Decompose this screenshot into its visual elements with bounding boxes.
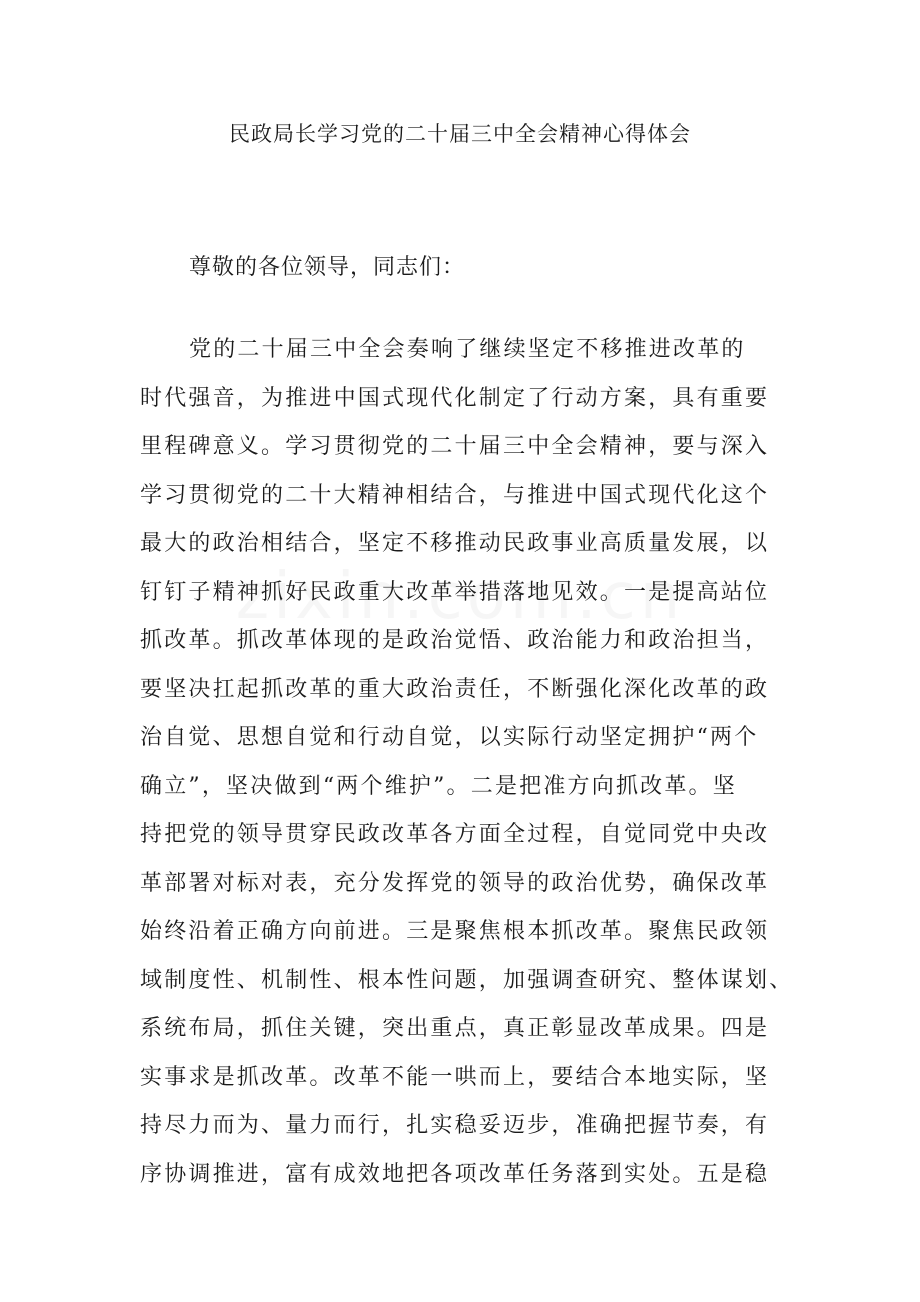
paragraph-line: 最大的政治相结合，坚定不移推动民政事业高质量发展，以 bbox=[140, 531, 770, 556]
paragraph-line: 学习贯彻党的二十大精神相结合，与推进中国式现代化这个 bbox=[140, 482, 770, 508]
paragraph-line: 域制度性、机制性、根本性问题，加强调查研究、整体谋划、 bbox=[140, 967, 794, 993]
paragraph-line: 系统布局，抓住关键，突出重点，真正彰显改革成果。四是 bbox=[140, 1016, 770, 1041]
body-paragraph bbox=[140, 334, 794, 1207]
salutation: 尊敬的各位领导，同志们： bbox=[189, 255, 466, 280]
document-title: 民政局长学习党的二十届三中全会精神心得体会 bbox=[229, 122, 691, 146]
paragraph-line: 持把党的领导贯穿民政改革各方面全过程，自觉同党中央改 bbox=[140, 822, 770, 847]
paragraph-line: 治自觉、思想自觉和行动自觉，以实际行动坚定拥护“两个 bbox=[140, 725, 759, 750]
paragraph-line: 确立”，坚决做到“两个维护”。二是把准方向抓改革。坚 bbox=[140, 773, 737, 799]
paragraph-line: 党的二十届三中全会奏响了继续坚定不移推进改革的 bbox=[189, 337, 746, 362]
paragraph-line: 钉钉子精神抓好民政重大改革举措落地见效。一是提高站位 bbox=[140, 579, 770, 605]
paragraph-line: 始终沿着正确方向前进。三是聚焦根本抓改革。聚焦民政领 bbox=[140, 919, 770, 944]
paragraph-line: 序协调推进，富有成效地把各项改革任务落到实处。五是稳 bbox=[140, 1161, 770, 1187]
paragraph-line: 革部署对标对表，充分发挥党的领导的政治优势，确保改革 bbox=[140, 870, 770, 896]
paragraph-line: 实事求是抓改革。改革不能一哄而上，要结合本地实际，坚 bbox=[140, 1064, 770, 1090]
paragraph-line: 里程碑意义。学习贯彻党的二十届三中全会精神，要与深入 bbox=[140, 434, 770, 459]
paragraph-line: 抓改革。抓改革体现的是政治觉悟、政治能力和政治担当， bbox=[140, 628, 770, 653]
paragraph-line: 要坚决扛起抓改革的重大政治责任，不断强化深化改革的政 bbox=[140, 676, 770, 702]
paragraph-line: 持尽力而为、量力而行，扎实稳妥迈步，准确把握节奏，有 bbox=[140, 1113, 770, 1138]
paragraph-line: 时代强音，为推进中国式现代化制定了行动方案，具有重要 bbox=[140, 385, 770, 411]
